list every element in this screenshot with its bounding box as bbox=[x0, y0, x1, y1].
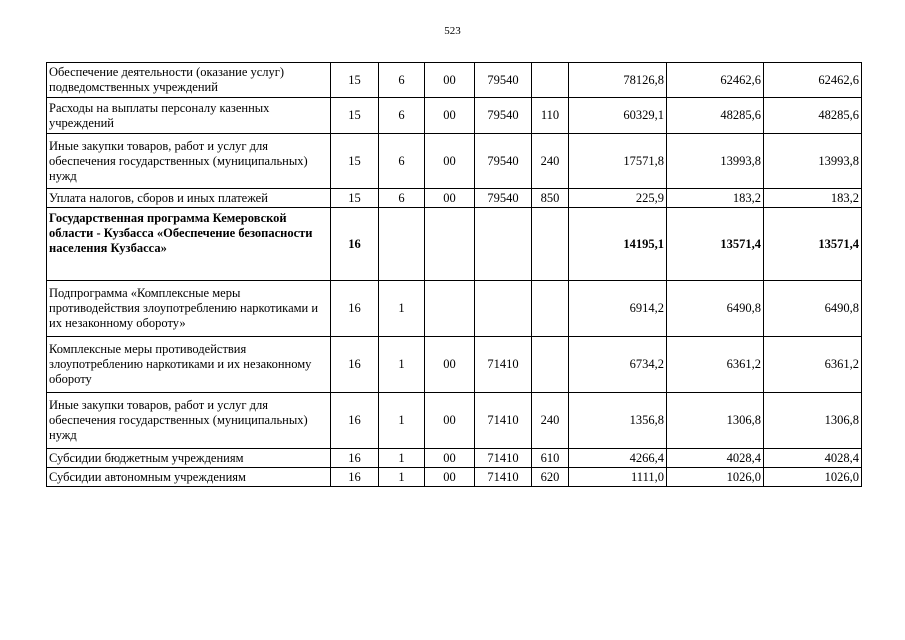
row-expense-type bbox=[532, 208, 569, 281]
row-name: Расходы на выплаты персоналу казенных учреждений bbox=[47, 98, 331, 134]
table-row bbox=[47, 281, 862, 337]
row-value-3: 62462,6 bbox=[764, 63, 862, 98]
row-expense-type: 240 bbox=[532, 393, 569, 449]
row-expense-type: 850 bbox=[532, 189, 569, 208]
row-direction: 00 bbox=[425, 468, 475, 487]
row-article: 79540 bbox=[475, 189, 532, 208]
row-subprogram: 1 bbox=[379, 449, 425, 468]
row-name: Уплата налогов, сборов и иных платежей bbox=[47, 189, 331, 208]
row-expense-type bbox=[532, 63, 569, 98]
row-direction bbox=[425, 208, 475, 281]
row-value-2: 13571,4 bbox=[667, 208, 764, 281]
row-value-1: 17571,8 bbox=[569, 134, 667, 189]
row-program: 16 bbox=[331, 393, 379, 449]
table-row bbox=[47, 337, 862, 393]
row-name: Подпрограмма «Комплексные меры противодействия злоупотреблению наркотиками и их незаконному обороту» bbox=[47, 281, 331, 337]
budget-table bbox=[46, 62, 862, 487]
table-row bbox=[47, 449, 862, 468]
row-value-2: 1306,8 bbox=[667, 393, 764, 449]
row-value-2: 1026,0 bbox=[667, 468, 764, 487]
table-row bbox=[47, 393, 862, 449]
row-program: 16 bbox=[331, 208, 379, 281]
row-value-2: 6361,2 bbox=[667, 337, 764, 393]
row-subprogram bbox=[379, 208, 425, 281]
row-name: Государственная программа Кемеровской области - Кузбасса «Обеспечение безопасности населения Кузбасса» bbox=[47, 208, 331, 281]
row-subprogram: 6 bbox=[379, 98, 425, 134]
row-name: Обеспечение деятельности (оказание услуг) подведомственных учреждений bbox=[47, 63, 331, 98]
table-row bbox=[47, 98, 862, 134]
row-program: 16 bbox=[331, 281, 379, 337]
row-value-3: 1306,8 bbox=[764, 393, 862, 449]
row-direction: 00 bbox=[425, 393, 475, 449]
table-row bbox=[47, 63, 862, 98]
row-program: 16 bbox=[331, 337, 379, 393]
row-expense-type bbox=[532, 281, 569, 337]
row-name: Субсидии автономным учреждениям bbox=[47, 468, 331, 487]
row-article: 71410 bbox=[475, 393, 532, 449]
row-value-1: 60329,1 bbox=[569, 98, 667, 134]
row-expense-type bbox=[532, 337, 569, 393]
row-subprogram: 1 bbox=[379, 393, 425, 449]
row-value-1: 6914,2 bbox=[569, 281, 667, 337]
row-expense-type: 620 bbox=[532, 468, 569, 487]
row-article: 71410 bbox=[475, 449, 532, 468]
row-value-3: 13571,4 bbox=[764, 208, 862, 281]
row-value-1: 14195,1 bbox=[569, 208, 667, 281]
row-article bbox=[475, 281, 532, 337]
table-row bbox=[47, 134, 862, 189]
row-article: 79540 bbox=[475, 63, 532, 98]
row-article: 71410 bbox=[475, 468, 532, 487]
row-subprogram: 1 bbox=[379, 337, 425, 393]
row-article: 71410 bbox=[475, 337, 532, 393]
row-program: 16 bbox=[331, 449, 379, 468]
row-expense-type: 240 bbox=[532, 134, 569, 189]
row-name: Иные закупки товаров, работ и услуг для обеспечения государственных (муниципальных) нужд bbox=[47, 134, 331, 189]
row-value-3: 6490,8 bbox=[764, 281, 862, 337]
row-expense-type: 110 bbox=[532, 98, 569, 134]
row-value-1: 225,9 bbox=[569, 189, 667, 208]
row-value-3: 1026,0 bbox=[764, 468, 862, 487]
row-subprogram: 1 bbox=[379, 281, 425, 337]
row-expense-type: 610 bbox=[532, 449, 569, 468]
row-value-3: 183,2 bbox=[764, 189, 862, 208]
row-program: 15 bbox=[331, 63, 379, 98]
row-value-2: 183,2 bbox=[667, 189, 764, 208]
row-direction: 00 bbox=[425, 98, 475, 134]
row-value-1: 1356,8 bbox=[569, 393, 667, 449]
row-article: 79540 bbox=[475, 134, 532, 189]
row-value-1: 78126,8 bbox=[569, 63, 667, 98]
page-number: 523 bbox=[444, 25, 461, 37]
row-name: Комплексные меры противодействия злоупотреблению наркотиками и их незаконному обороту bbox=[47, 337, 331, 393]
row-value-2: 4028,4 bbox=[667, 449, 764, 468]
table-row bbox=[47, 208, 862, 281]
row-value-1: 6734,2 bbox=[569, 337, 667, 393]
row-direction: 00 bbox=[425, 337, 475, 393]
row-direction: 00 bbox=[425, 134, 475, 189]
row-value-3: 13993,8 bbox=[764, 134, 862, 189]
row-program: 15 bbox=[331, 189, 379, 208]
row-value-2: 48285,6 bbox=[667, 98, 764, 134]
row-program: 16 bbox=[331, 468, 379, 487]
row-value-2: 62462,6 bbox=[667, 63, 764, 98]
row-article: 79540 bbox=[475, 98, 532, 134]
row-name: Субсидии бюджетным учреждениям bbox=[47, 449, 331, 468]
row-value-3: 4028,4 bbox=[764, 449, 862, 468]
row-direction: 00 bbox=[425, 189, 475, 208]
row-value-3: 48285,6 bbox=[764, 98, 862, 134]
row-direction bbox=[425, 281, 475, 337]
row-subprogram: 1 bbox=[379, 468, 425, 487]
row-value-2: 13993,8 bbox=[667, 134, 764, 189]
row-value-1: 4266,4 bbox=[569, 449, 667, 468]
row-value-1: 1111,0 bbox=[569, 468, 667, 487]
row-value-3: 6361,2 bbox=[764, 337, 862, 393]
row-direction: 00 bbox=[425, 449, 475, 468]
row-program: 15 bbox=[331, 98, 379, 134]
table-row bbox=[47, 189, 862, 208]
table-row bbox=[47, 468, 862, 487]
row-name: Иные закупки товаров, работ и услуг для обеспечения государственных (муниципальных) нужд bbox=[47, 393, 331, 449]
row-direction: 00 bbox=[425, 63, 475, 98]
row-value-2: 6490,8 bbox=[667, 281, 764, 337]
row-subprogram: 6 bbox=[379, 63, 425, 98]
row-subprogram: 6 bbox=[379, 189, 425, 208]
row-subprogram: 6 bbox=[379, 134, 425, 189]
row-program: 15 bbox=[331, 134, 379, 189]
row-article bbox=[475, 208, 532, 281]
